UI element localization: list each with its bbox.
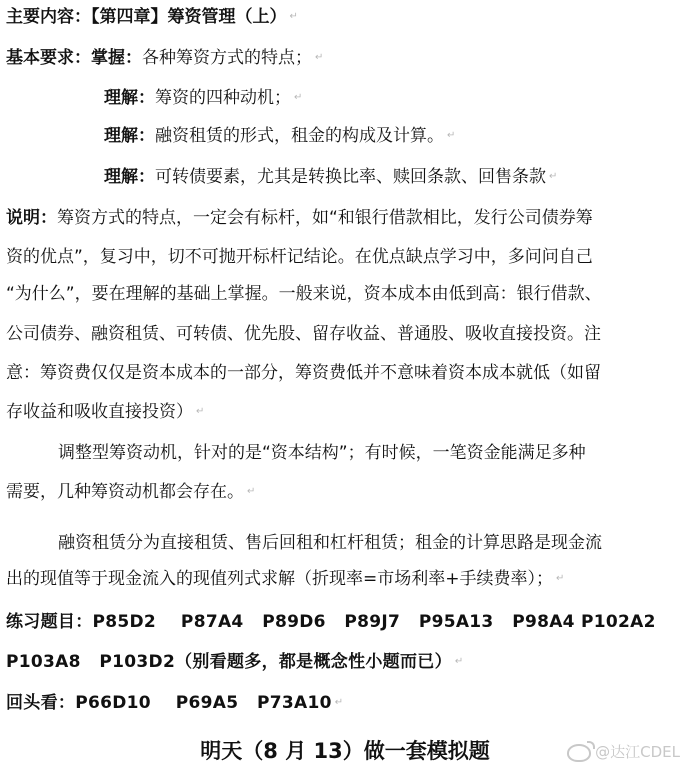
explanation-text: 筹资方式的特点，一定会有标杆，如“和银行借款相比，发行公司债券筹 <box>57 208 593 228</box>
paragraph-mark-icon: ↵ <box>294 92 303 103</box>
paragraph-mark-icon: ↵ <box>315 52 324 63</box>
requirement-type: 理解： <box>104 167 155 187</box>
motivation-line: 调整型筹资动机，针对的是“资本结构”；有时候，一笔资金能满足多种 <box>58 443 586 463</box>
explanation-line: 资的优点”，复习中，切不可抛开标杆记结论。在优点缺点学习中，多问问自己 <box>6 247 593 267</box>
exercises-line <box>6 651 464 673</box>
leasing-line: 融资租赁分为直接租赁、售后回租和杠杆租赁；租金的计算思路是现金流 <box>58 533 602 553</box>
motivation-text: 需要，几种筹资动机都会存在。 <box>6 482 244 502</box>
weibo-logo-icon <box>567 744 591 762</box>
requirement-text: 各种筹资方式的特点； <box>142 48 312 68</box>
paragraph-mark-icon: ↵ <box>289 11 298 22</box>
requirements-label: 基本要求： <box>6 48 91 68</box>
explanation-line: 意：筹资费仅仅是资本成本的一部分，筹资费低并不意味着资本成本就低（如留 <box>6 363 601 383</box>
header-line <box>6 6 298 28</box>
paragraph-mark-icon: ↵ <box>454 656 464 667</box>
paragraph-mark-icon: ↵ <box>549 171 558 182</box>
review-line <box>6 692 343 714</box>
requirement-row <box>104 166 557 188</box>
explanation-line <box>6 207 593 229</box>
motivation-line <box>6 481 255 503</box>
requirement-type: 理解： <box>104 126 155 146</box>
review-list: P66D10 P69A5 P73A10 <box>75 693 332 713</box>
paragraph-mark-icon: ↵ <box>556 573 565 584</box>
explanation-label: 说明： <box>6 208 57 228</box>
review-label: 回头看： <box>6 693 76 713</box>
explanation-line: 公司债券、融资租赁、可转债、优先股、留存收益、普通股、吸收直接投资。注 <box>6 324 601 344</box>
exercises-label: 练习题目： <box>6 612 93 632</box>
chapter-title: 【第四章】筹资管理（上） <box>91 7 287 27</box>
requirement-row <box>104 125 455 147</box>
requirement-text: 筹资的四种动机； <box>155 88 291 108</box>
watermark-text: @达江CDEL <box>595 743 680 761</box>
footer-title: 明天（8 月 13）做一套模拟题 <box>200 739 490 763</box>
requirement-row <box>104 87 302 109</box>
explanation-line: “为什么”，要在理解的基础上掌握。一般来说，资本成本由低到高：银行借款、 <box>6 284 602 304</box>
paragraph-mark-icon: ↵ <box>447 130 456 141</box>
requirement-text: 可转债要素，尤其是转换比率、赎回条款、回售条款 <box>155 167 546 187</box>
leasing-line <box>6 568 564 590</box>
requirement-text: 融资租赁的形式，租金的构成及计算。 <box>155 126 444 146</box>
requirement-type: 掌握： <box>91 48 142 68</box>
explanation-text: 存收益和吸收直接投资） <box>6 402 193 422</box>
exercises-list: P85D2 P87A4 P89D6 P89J7 P95A13 P98A4 P102A2 <box>92 612 656 632</box>
watermark <box>567 741 680 762</box>
paragraph-mark-icon: ↵ <box>334 697 344 708</box>
requirement-row <box>6 47 323 69</box>
requirement-type: 理解： <box>104 88 155 108</box>
paragraph-mark-icon: ↵ <box>196 406 205 417</box>
exercises-list: P103A8 P103D2（别看题多，都是概念性小题而已） <box>6 652 452 672</box>
explanation-line <box>6 401 204 423</box>
header-label: 主要内容： <box>6 7 91 27</box>
paragraph-mark-icon: ↵ <box>247 486 256 497</box>
exercises-line <box>6 611 656 633</box>
leasing-text: 出的现值等于现金流入的现值列式求解（折现率=市场利率+手续费率）； <box>6 569 553 589</box>
